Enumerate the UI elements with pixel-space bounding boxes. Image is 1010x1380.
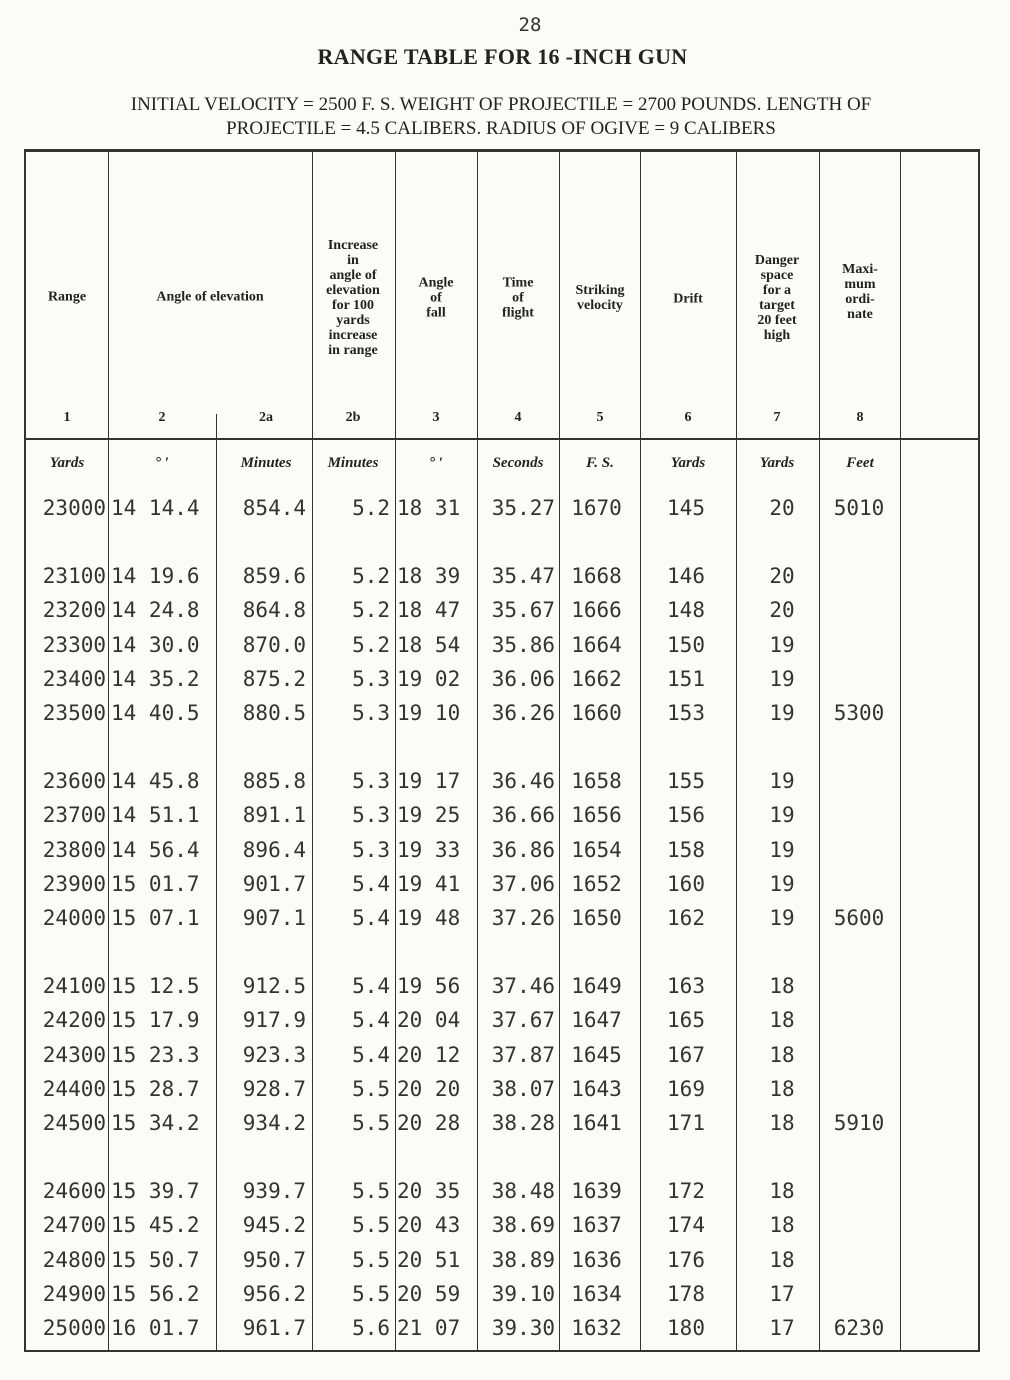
table-cell: 1647 — [571, 1008, 622, 1033]
header-range: Range — [47, 289, 87, 305]
table-cell: 36.46 — [491, 769, 555, 793]
table-cell: 14 35.2 — [111, 666, 200, 691]
table-cell: 917.9 — [242, 1008, 306, 1033]
table-cell: 37.06 — [491, 871, 555, 896]
table-cell: 20 59 — [397, 1281, 461, 1306]
subtitle-line-2: PROJECTILE = 4.5 CALIBERS. RADIUS OF OGIVE = 9 CALIBERS — [226, 118, 776, 139]
table-cell: 939.7 — [242, 1179, 306, 1203]
table-cell: 38.07 — [491, 1076, 555, 1101]
table-cell: 162 — [667, 906, 705, 931]
table-cell: 1658 — [571, 769, 622, 793]
table-cell: 1666 — [571, 598, 622, 623]
table-row — [26, 1179, 978, 1209]
table-cell: 15 17.9 — [111, 1008, 200, 1033]
table-cell: 5300 — [833, 701, 885, 726]
table-cell: 5.3 — [352, 769, 390, 793]
table-cell: 163 — [667, 974, 705, 998]
table-cell: 19 — [769, 837, 795, 862]
table-cell: 20 — [769, 496, 795, 520]
table-cell: 15 45.2 — [111, 1213, 200, 1238]
table-row — [26, 838, 978, 868]
column-number: 7 — [773, 410, 781, 425]
table-cell: 956.2 — [242, 1281, 306, 1306]
table-cell: 36.06 — [491, 666, 555, 691]
table-cell: 37.46 — [491, 974, 555, 998]
table-cell: 5.4 — [352, 871, 390, 896]
table-cell: 961.7 — [242, 1316, 306, 1341]
table-cell: 16 01.7 — [111, 1316, 200, 1341]
table-cell: 19 33 — [397, 837, 461, 862]
page-title: RANGE TABLE FOR 16 -INCH GUN — [317, 44, 688, 69]
table-cell: 24600 — [42, 1179, 106, 1203]
table-cell: 24800 — [42, 1247, 106, 1272]
column-unit: Yards — [49, 455, 85, 471]
table-cell: 24000 — [42, 906, 106, 931]
table-cell: 158 — [667, 837, 705, 862]
table-cell: 5.4 — [352, 906, 390, 931]
table-cell: 928.7 — [242, 1076, 306, 1101]
table-row — [26, 1077, 978, 1107]
table-row — [26, 1008, 978, 1038]
table-cell: 23400 — [42, 666, 106, 691]
table-cell: 153 — [667, 701, 705, 726]
table-cell: 950.7 — [242, 1247, 306, 1272]
table-cell: 20 — [769, 564, 795, 588]
column-unit: Seconds — [492, 455, 544, 471]
table-cell: 23900 — [42, 871, 106, 896]
table-cell: 870.0 — [242, 632, 306, 657]
table-cell: 934.2 — [242, 1111, 306, 1136]
table-cell: 5.3 — [352, 666, 390, 691]
table-cell: 23800 — [42, 837, 106, 862]
column-number: 8 — [856, 410, 864, 425]
table-cell: 896.4 — [242, 837, 306, 862]
table-cell: 14 24.8 — [111, 598, 200, 623]
table-cell: 1641 — [571, 1111, 622, 1136]
table-cell: 5010 — [833, 496, 885, 520]
table-cell: 5.4 — [352, 1042, 390, 1067]
table-row — [26, 1043, 978, 1073]
table-cell: 38.48 — [491, 1179, 555, 1203]
table-cell: 24500 — [42, 1111, 106, 1136]
table-cell: 18 — [769, 1179, 795, 1203]
table-cell: 5.5 — [352, 1247, 390, 1272]
table-cell: 18 — [769, 1042, 795, 1067]
table-cell: 14 40.5 — [111, 701, 200, 726]
table-cell: 5.2 — [352, 496, 390, 520]
table-cell: 875.2 — [242, 666, 306, 691]
table-cell: 38.89 — [491, 1247, 555, 1272]
table-cell: 20 12 — [397, 1042, 461, 1067]
table-cell: 39.30 — [491, 1316, 555, 1341]
table-cell: 24300 — [42, 1042, 106, 1067]
column-number: 4 — [514, 410, 522, 425]
table-cell: 5.2 — [352, 564, 390, 588]
table-cell: 945.2 — [242, 1213, 306, 1238]
table-cell: 907.1 — [242, 906, 306, 931]
table-cell: 19 — [769, 701, 795, 726]
table-cell: 6230 — [833, 1316, 885, 1341]
table-cell: 5.3 — [352, 701, 390, 726]
table-cell: 24200 — [42, 1008, 106, 1033]
column-number: 5 — [596, 410, 604, 425]
table-cell: 885.8 — [242, 769, 306, 793]
table-cell: 15 39.7 — [111, 1179, 200, 1203]
table-cell: 39.10 — [491, 1281, 555, 1306]
column-unit: Yards — [759, 455, 795, 471]
table-cell: 35.27 — [491, 496, 555, 520]
table-cell: 1649 — [571, 974, 622, 998]
column-unit: Minutes — [240, 455, 292, 471]
table-cell: 167 — [667, 1042, 705, 1067]
header-maximum-ordinate: Maxi- mum ordi- nate — [842, 262, 878, 322]
table-cell: 19 56 — [397, 974, 461, 998]
table-cell: 14 56.4 — [111, 837, 200, 862]
table-cell: 19 — [769, 871, 795, 896]
table-cell: 1670 — [571, 496, 622, 520]
table-cell: 18 — [769, 1008, 795, 1033]
table-cell: 1645 — [571, 1042, 622, 1067]
column-number: 1 — [63, 410, 71, 425]
table-cell: 14 19.6 — [111, 564, 200, 588]
table-cell: 176 — [667, 1247, 705, 1272]
table-cell: 5.3 — [352, 837, 390, 862]
table-cell: 15 50.7 — [111, 1247, 200, 1272]
table-cell: 24100 — [42, 974, 106, 998]
table-cell: 1639 — [571, 1179, 622, 1203]
table-cell: 15 56.2 — [111, 1281, 200, 1306]
table-cell: 1664 — [571, 632, 622, 657]
table-cell: 864.8 — [242, 598, 306, 623]
table-cell: 1660 — [571, 701, 622, 726]
table-row — [26, 667, 978, 697]
table-cell: 18 54 — [397, 632, 461, 657]
subtitle-line-1: INITIAL VELOCITY = 2500 F. S. WEIGHT OF PROJECTILE = 2700 POUNDS. LENGTH OF — [130, 94, 872, 115]
table-cell: 912.5 — [242, 974, 306, 998]
table-cell: 38.28 — [491, 1111, 555, 1136]
table-cell: 150 — [667, 632, 705, 657]
table-cell: 180 — [667, 1316, 705, 1341]
table-row — [26, 769, 978, 799]
table-cell: 23500 — [42, 701, 106, 726]
column-unit: Yards — [670, 455, 706, 471]
table-cell: 923.3 — [242, 1042, 306, 1067]
table-cell: 18 39 — [397, 564, 461, 588]
table-cell: 1662 — [571, 666, 622, 691]
table-cell: 20 35 — [397, 1179, 461, 1203]
table-row — [26, 906, 978, 936]
table-cell: 20 28 — [397, 1111, 461, 1136]
table-cell: 1652 — [571, 871, 622, 896]
header-drift: Drift — [673, 291, 703, 307]
header-danger-space: Danger space for a target 20 feet high — [754, 253, 800, 343]
column-number: 2a — [259, 410, 273, 425]
table-cell: 18 — [769, 1247, 795, 1272]
table-cell: 148 — [667, 598, 705, 623]
table-cell: 24700 — [42, 1213, 106, 1238]
column-number: 3 — [432, 410, 440, 425]
table-cell: 15 23.3 — [111, 1042, 200, 1067]
table-cell: 14 51.1 — [111, 803, 200, 828]
table-cell: 19 17 — [397, 769, 461, 793]
table-cell: 20 — [769, 598, 795, 623]
table-cell: 5.5 — [352, 1179, 390, 1203]
column-number: 2b — [345, 410, 361, 425]
table-cell: 5.5 — [352, 1281, 390, 1306]
table-row — [26, 564, 978, 594]
table-cell: 20 04 — [397, 1008, 461, 1033]
table-row — [26, 496, 978, 526]
table-cell: 20 51 — [397, 1247, 461, 1272]
table-cell: 18 31 — [397, 496, 461, 520]
table-cell: 1634 — [571, 1281, 622, 1306]
table-cell: 19 — [769, 632, 795, 657]
table-cell: 37.87 — [491, 1042, 555, 1067]
table-cell: 901.7 — [242, 871, 306, 896]
table-row — [26, 1213, 978, 1243]
table-cell: 1632 — [571, 1316, 622, 1341]
table-cell: 20 43 — [397, 1213, 461, 1238]
column-unit: Minutes — [327, 455, 379, 471]
header-striking-velocity: Striking velocity — [575, 283, 625, 313]
table-cell: 17 — [769, 1316, 795, 1341]
table-cell: 155 — [667, 769, 705, 793]
table-row — [26, 1248, 978, 1278]
table-cell: 145 — [667, 496, 705, 520]
table-cell: 19 — [769, 769, 795, 793]
table-cell: 5.5 — [352, 1213, 390, 1238]
table-cell: 5.6 — [352, 1316, 390, 1341]
table-cell: 1637 — [571, 1213, 622, 1238]
table-cell: 5.4 — [352, 974, 390, 998]
table-cell: 15 12.5 — [111, 974, 200, 998]
page-number: 28 — [518, 14, 542, 36]
table-cell: 35.86 — [491, 632, 555, 657]
table-cell: 859.6 — [242, 564, 306, 588]
column-number: 2 — [158, 410, 166, 425]
table-cell: 165 — [667, 1008, 705, 1033]
table-cell: 38.69 — [491, 1213, 555, 1238]
table-cell: 23200 — [42, 598, 106, 623]
table-cell: 5.2 — [352, 598, 390, 623]
table-cell: 19 — [769, 906, 795, 931]
table-cell: 5910 — [833, 1111, 885, 1136]
table-row — [26, 701, 978, 731]
table-cell: 24900 — [42, 1281, 106, 1306]
table-cell: 24400 — [42, 1076, 106, 1101]
table-cell: 1650 — [571, 906, 622, 931]
table-cell: 854.4 — [242, 496, 306, 520]
table-cell: 23000 — [42, 496, 106, 520]
table-cell: 19 — [769, 803, 795, 828]
column-number: 6 — [684, 410, 692, 425]
table-cell: 14 30.0 — [111, 632, 200, 657]
table-cell: 156 — [667, 803, 705, 828]
table-cell: 174 — [667, 1213, 705, 1238]
table-cell: 19 — [769, 666, 795, 691]
table-row — [26, 1111, 978, 1141]
table-cell: 15 28.7 — [111, 1076, 200, 1101]
table-cell: 37.26 — [491, 906, 555, 931]
table-cell: 1668 — [571, 564, 622, 588]
column-unit: ° ′ — [155, 455, 169, 471]
table-cell: 35.67 — [491, 598, 555, 623]
table-cell: 5.4 — [352, 1008, 390, 1033]
table-row — [26, 1316, 978, 1346]
table-cell: 18 47 — [397, 598, 461, 623]
range-table — [24, 149, 980, 1352]
table-cell: 1656 — [571, 803, 622, 828]
table-cell: 20 20 — [397, 1076, 461, 1101]
header-angle-of-fall: Angle of fall — [418, 275, 454, 321]
column-unit: Feet — [846, 455, 874, 471]
table-cell: 19 41 — [397, 871, 461, 896]
table-cell: 15 07.1 — [111, 906, 200, 931]
table-cell: 169 — [667, 1076, 705, 1101]
table-cell: 5600 — [833, 906, 885, 931]
table-cell: 36.86 — [491, 837, 555, 862]
header-increase: Increase in angle of elevation for 100 yards increase in range — [326, 238, 380, 358]
table-cell: 23700 — [42, 803, 106, 828]
table-cell: 151 — [667, 666, 705, 691]
table-cell: 15 01.7 — [111, 871, 200, 896]
table-cell: 146 — [667, 564, 705, 588]
table-cell: 35.47 — [491, 564, 555, 588]
table-cell: 18 — [769, 974, 795, 998]
header-angle-of-elevation: Angle of elevation — [156, 289, 264, 305]
table-cell: 160 — [667, 871, 705, 896]
table-cell: 21 07 — [397, 1316, 461, 1341]
table-cell: 891.1 — [242, 803, 306, 828]
table-row — [26, 974, 978, 1004]
header-time-of-flight: Time of flight — [502, 275, 534, 321]
table-cell: 5.2 — [352, 632, 390, 657]
table-cell: 172 — [667, 1179, 705, 1203]
table-cell: 17 — [769, 1281, 795, 1306]
table-cell: 19 10 — [397, 701, 461, 726]
table-cell: 19 25 — [397, 803, 461, 828]
table-cell: 171 — [667, 1111, 705, 1136]
table-cell: 5.5 — [352, 1111, 390, 1136]
table-cell: 14 14.4 — [111, 496, 200, 520]
table-cell: 23100 — [42, 564, 106, 588]
column-unit: F. S. — [586, 455, 614, 471]
table-cell: 23300 — [42, 632, 106, 657]
table-cell: 1636 — [571, 1247, 622, 1272]
table-cell: 5.3 — [352, 803, 390, 828]
table-cell: 14 45.8 — [111, 769, 200, 793]
table-cell: 19 02 — [397, 666, 461, 691]
table-row — [26, 872, 978, 902]
table-cell: 36.26 — [491, 701, 555, 726]
table-cell: 18 — [769, 1111, 795, 1136]
table-cell: 1654 — [571, 837, 622, 862]
table-cell: 25000 — [42, 1316, 106, 1341]
table-cell: 19 48 — [397, 906, 461, 931]
table-cell: 18 — [769, 1213, 795, 1238]
table-cell: 5.5 — [352, 1076, 390, 1101]
table-cell: 23600 — [42, 769, 106, 793]
column-unit: ° ′ — [429, 455, 443, 471]
table-row — [26, 598, 978, 628]
table-cell: 36.66 — [491, 803, 555, 828]
table-cell: 15 34.2 — [111, 1111, 200, 1136]
table-cell: 1643 — [571, 1076, 622, 1101]
table-row — [26, 1282, 978, 1312]
table-cell: 178 — [667, 1281, 705, 1306]
table-cell: 37.67 — [491, 1008, 555, 1033]
table-row — [26, 803, 978, 833]
table-row — [26, 633, 978, 663]
table-cell: 880.5 — [242, 701, 306, 726]
table-cell: 18 — [769, 1076, 795, 1101]
